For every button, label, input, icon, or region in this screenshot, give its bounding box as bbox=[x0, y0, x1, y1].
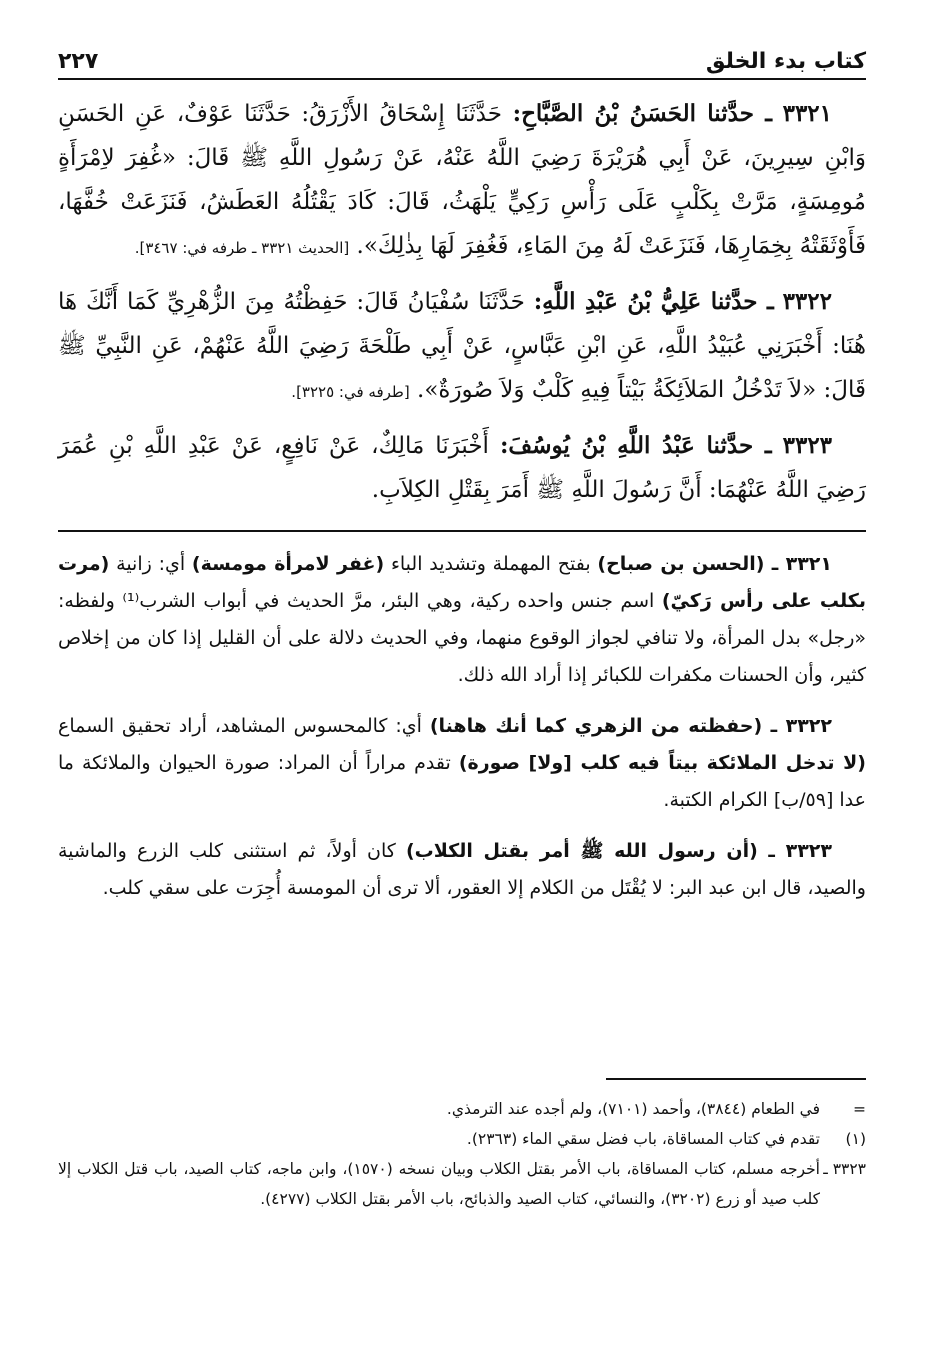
commentary-quote: (أن رسول الله ﷺ أمر بقتل الكلاب) bbox=[405, 840, 758, 862]
hadith-reference: [الحديث ٣٣٢١ ـ طرفه في: ٣٤٦٧]. bbox=[134, 239, 350, 257]
footnote-text: في الطعام (٣٨٤٤)، وأحمد (٧١٠١)، ولم أجده عند الترمذي. bbox=[446, 1100, 820, 1118]
hadith-3323: ٣٣٢٣ ـ حدَّثنا عَبْدُ اللَّهِ بْنُ يُوسُفَ: أَخْبَرَنَا مَالِكٌ، عَنْ نَافِعٍ، عَنْ عَبْدِ اللَّهِ بْنِ عُمَرَ رَضِيَ اللَّهُ عَنْهُمَا: أَنَّ رَسُولَ اللَّهِ ﷺ أَمَرَ بِقَتْلِ الكِلاَبِ. bbox=[58, 432, 866, 503]
hadith-number: ٣٣٢١ bbox=[782, 100, 833, 127]
footnote-marker: ٣٣٢٣ ـ bbox=[823, 1160, 866, 1178]
commentary-number: ٣٣٢٣ ـ bbox=[757, 840, 832, 862]
page-number: ٢٢٧ bbox=[58, 49, 99, 74]
footnote-text: أخرجه مسلم، كتاب المساقاة، باب الأمر بقتل الكلاب وبيان نسخه (١٥٧٠)، وابن ماجه، كتاب الصيد، باب قتل الكلاب إلا كلب صيد أو زرع (٣٢٠٢)، والنسائي، كتاب الصيد والذبائح، باب الأمر بقتل الكلاب (٤٢٧٧). bbox=[58, 1160, 820, 1208]
hadith-3321: ٣٣٢١ ـ حدَّثنا الحَسَنُ بْنُ الصَّبَّاحِ: حَدَّثَنَا إِسْحَاقُ الأَزْرَقُ: حَدَّثَنَا عَوْفٌ، عَنِ الحَسَنِ وَابْنِ سِيرِينَ، عَنْ أَبِي هُرَيْرَةَ رَضِيَ اللَّهُ عَنْهُ، عَنْ رَسُولِ اللَّهِ ﷺ قَالَ: «غُفِرَ لاِمْرَأَةٍ مُومِسَةٍ، مَرَّتْ بِكَلْبٍ عَلَى رَأْسِ رَكِيٍّ يَلْهَثُ، قَالَ: كَادَ يَقْتُلُهُ العَطَشُ، فَنَزَعَتْ خُفَّهَا، فَأَوْثَقَتْهُ بِخِمَارِهَا، فَنَزَعَتْ لَهُ مِنَ المَاءِ، فَغُفِرَ لَهَا بِذٰلِكَ». [الحديث ٣٣٢١ ـ طرفه في: ٣٤٦٧]. bbox=[58, 100, 866, 259]
page bbox=[58, 34, 866, 921]
commentary-text: أي: زانية bbox=[109, 553, 192, 575]
hadith-narrator: حدَّثنا الحَسَنُ بْنُ الصَّبَّاحِ: bbox=[512, 100, 754, 127]
footnote-rule bbox=[606, 1078, 866, 1080]
commentary-quote: (لا تدخل الملائكة بيتاً فيه كلب [ولا] صورة) bbox=[458, 752, 866, 774]
footnote-item bbox=[58, 1154, 866, 1214]
hadith-text-block bbox=[58, 92, 866, 512]
footnote-text: تقدم في كتاب المساقاة، باب فضل سقي الماء (٢٣٦٣). bbox=[466, 1130, 820, 1148]
footnote-item bbox=[58, 1124, 866, 1154]
commentary-text: اسم جنس واحده ركية، وهي البئر، مرَّ الحديث في أبواب الشرب⁽¹⁾ ولفظه: «رجل» بدل المرأة، ولا تنافي لجواز الوقوع منهما، وفي الحديث دلالة على أن القليل إذا كان من إخلاص كثير، وأن الحسنات مكفرات للكبائر إذا أراد الله ذلك. bbox=[58, 590, 866, 686]
commentary-paragraph bbox=[58, 833, 866, 907]
commentary-block bbox=[58, 546, 866, 907]
footnote-marker: (١) bbox=[845, 1130, 866, 1148]
footnote-list bbox=[58, 1094, 866, 1214]
commentary-text: كان أولاً، ثم استثنى كلب الزرع والماشية والصيد، قال ابن عبد البر: لا يُقْتَل من الكلام إلا العقور، ألا ترى أن المومسة أُجِرَت على سقي كلب. bbox=[58, 840, 866, 899]
commentary-quote: (غفر لامرأة مومسة) bbox=[191, 553, 385, 575]
commentary-number: ٣٣٢٢ ـ bbox=[762, 715, 832, 737]
commentary-number: ٣٣٢١ ـ bbox=[764, 553, 832, 575]
commentary-quote: (الحسن بن صباح) bbox=[597, 553, 765, 575]
section-divider bbox=[58, 530, 866, 532]
commentary-quote: (مرت بكلب على رأس رَكيّ) bbox=[58, 553, 866, 612]
hadith-number: ٣٣٢٣ bbox=[782, 432, 833, 459]
hadith-narrator: حدَّثنا عَبْدُ اللَّهِ بْنُ يُوسُفَ: bbox=[499, 432, 754, 459]
commentary-text: بفتح المهملة وتشديد الباء bbox=[384, 553, 598, 575]
hadith-body: حَدَّثَنَا إِسْحَاقُ الأَزْرَقُ: حَدَّثَنَا عَوْفٌ، عَنِ الحَسَنِ وَابْنِ سِيرِينَ، عَنْ أَبِي هُرَيْرَةَ رَضِيَ اللَّهُ عَنْهُ، عَنْ رَسُولِ اللَّهِ ﷺ قَالَ: «غُفِرَ لاِمْرَأَةٍ مُومِسَةٍ، مَرَّتْ بِكَلْبٍ عَلَى رَأْسِ رَكِيٍّ يَلْهَثُ، قَالَ: كَادَ يَقْتُلُهُ العَطَشُ، فَنَزَعَتْ خُفَّهَا، فَأَوْثَقَتْهُ بِخِمَارِهَا، فَنَزَعَتْ لَهُ مِنَ المَاءِ، فَغُفِرَ لَهَا بِذٰلِكَ». bbox=[58, 101, 866, 259]
footnotes bbox=[58, 1078, 866, 1214]
footnote-item bbox=[58, 1094, 866, 1124]
commentary-quote: (حفظته من الزهري كما أنك هاهنا) bbox=[429, 715, 763, 737]
hadith-narrator: حدَّثنا عَلِيُّ بْنُ عَبْدِ اللَّهِ: bbox=[533, 288, 758, 315]
commentary-text: أي: كالمحسوس المشاهد، أراد تحقيق السماع bbox=[58, 715, 430, 737]
running-header bbox=[58, 34, 866, 80]
hadith-body: أَخْبَرَنَا مَالِكٌ، عَنْ نَافِعٍ، عَنْ عَبْدِ اللَّهِ بْنِ عُمَرَ رَضِيَ اللَّهُ عَنْهُمَا: أَنَّ رَسُولَ اللَّهِ ﷺ أَمَرَ بِقَتْلِ الكِلاَبِ. bbox=[58, 433, 866, 503]
hadith-body: حَدَّثَنَا سُفْيَانُ قَالَ: حَفِظْتُهُ مِنَ الزُّهْرِيِّ كَمَا أَنَّكَ هَا هُنَا: أَخْبَرَنِي عُبَيْدُ اللَّهِ، عَنِ ابْنِ عَبَّاسٍ، عَنْ أَبِي طَلْحَةَ رَضِيَ اللَّهُ عَنْهُمْ، عَنِ النَّبِيِّ ﷺ قَالَ: «لاَ تَدْخُلُ المَلاَئِكَةُ بَيْتاً فِيهِ كَلْبٌ وَلاَ صُورَةٌ». bbox=[58, 289, 866, 403]
book-title: كتاب بدء الخلق bbox=[705, 49, 866, 74]
hadith-reference: [طرفه في: ٣٢٢٥]. bbox=[291, 383, 410, 401]
hadith-3322: ٣٣٢٢ ـ حدَّثنا عَلِيُّ بْنُ عَبْدِ اللَّهِ: حَدَّثَنَا سُفْيَانُ قَالَ: حَفِظْتُهُ مِنَ الزُّهْرِيِّ كَمَا أَنَّكَ هَا هُنَا: أَخْبَرَنِي عُبَيْدُ اللَّهِ، عَنِ ابْنِ عَبَّاسٍ، عَنْ أَبِي طَلْحَةَ رَضِيَ اللَّهُ عَنْهُمْ، عَنِ النَّبِيِّ ﷺ قَالَ: «لاَ تَدْخُلُ المَلاَئِكَةُ بَيْتاً فِيهِ كَلْبٌ وَلاَ صُورَةٌ». [طرفه في: ٣٢٢٥]. bbox=[58, 288, 866, 403]
hadith-number: ٣٣٢٢ bbox=[782, 288, 832, 315]
footnote-marker: = bbox=[853, 1100, 866, 1118]
commentary-paragraph bbox=[58, 708, 866, 819]
commentary-text: تقدم مراراً أن المراد: صورة الحيوان والملائكة ما عدا [٥٩/ب] الكرام الكتبة. bbox=[58, 752, 866, 811]
commentary-paragraph bbox=[58, 546, 866, 694]
